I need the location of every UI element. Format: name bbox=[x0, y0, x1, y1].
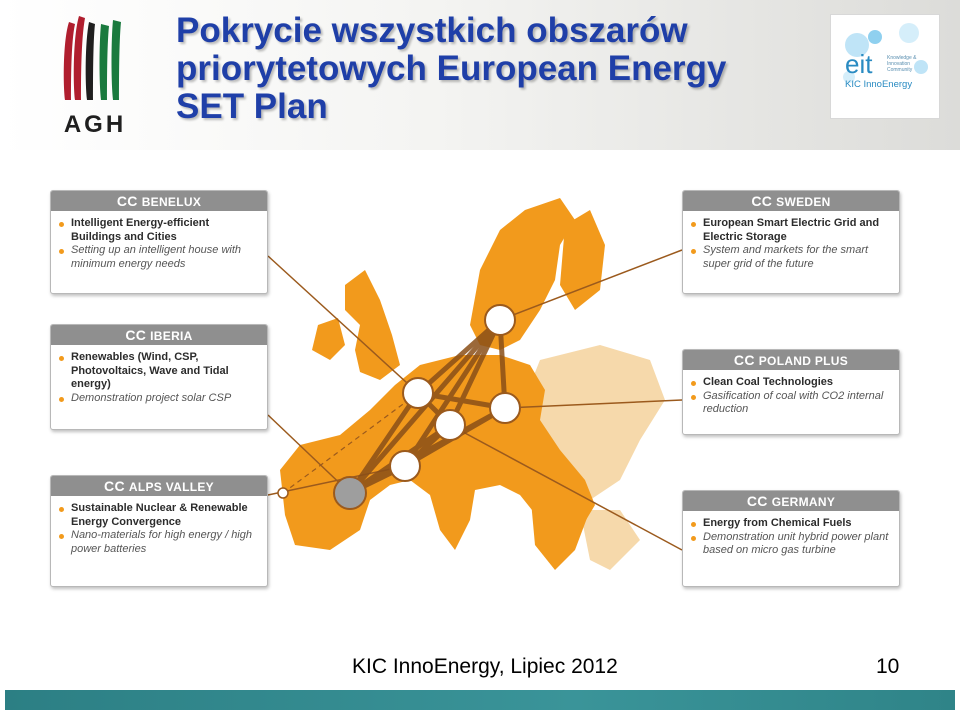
cc-alps-valley-header bbox=[51, 476, 267, 496]
node-iberia bbox=[334, 477, 366, 509]
cc-alps-valley-name: ALPS VALLEY bbox=[128, 480, 214, 494]
cc-germany-name: GERMANY bbox=[771, 495, 836, 509]
agh-logo bbox=[55, 12, 135, 137]
cc-alps-valley-prefix: CC bbox=[104, 478, 125, 494]
cc-germany-prefix: CC bbox=[746, 493, 768, 509]
cc-germany-item-1: Energy from Chemical Fuels bbox=[703, 517, 893, 531]
cc-sweden-item-2: System and markets for the smart super grid of the future bbox=[703, 244, 893, 271]
map-uk bbox=[345, 270, 400, 380]
cc-alps-valley-box bbox=[50, 475, 268, 587]
eit-small-line-2: Innovation bbox=[887, 61, 911, 67]
cc-iberia-item-2: Demonstration project solar CSP bbox=[71, 392, 261, 406]
eit-kic-innoenergy-logo bbox=[830, 14, 940, 119]
cc-poland-plus-item-1: Clean Coal Technologies bbox=[703, 376, 893, 390]
agh-logo-text: AGH bbox=[63, 111, 127, 137]
node-benelux bbox=[403, 378, 433, 408]
node-small bbox=[278, 488, 288, 498]
title-line-3: SET Plan bbox=[176, 87, 328, 126]
eit-small-line-1: Knowledge & bbox=[887, 55, 917, 61]
page-number: 10 bbox=[876, 655, 900, 678]
cc-iberia-prefix: CC bbox=[125, 327, 147, 343]
cc-benelux-item-2: Setting up an intelligent house with minimum energy needs bbox=[71, 244, 261, 271]
cc-poland-plus-item-2: Gasification of coal with CO2 internal reduction bbox=[703, 390, 893, 417]
map-ireland bbox=[312, 318, 345, 360]
cc-iberia-box bbox=[50, 324, 268, 430]
node-sweden bbox=[485, 305, 515, 335]
node-alps-valley bbox=[390, 451, 420, 481]
cc-iberia-header bbox=[51, 325, 267, 345]
cc-germany-box bbox=[682, 490, 900, 587]
cc-germany-header bbox=[683, 491, 899, 511]
cc-poland-plus-box bbox=[682, 349, 900, 435]
cc-sweden-header bbox=[683, 191, 899, 211]
cc-benelux-box bbox=[50, 190, 268, 294]
cc-sweden-prefix: CC bbox=[751, 193, 773, 209]
cc-alps-valley-item-2: Nano-materials for high energy / high power batteries bbox=[71, 529, 261, 556]
cc-alps-valley-item-1: Sustainable Nuclear & Renewable Energy Convergence bbox=[71, 502, 261, 529]
footer-bar bbox=[5, 690, 955, 710]
node-poland bbox=[490, 393, 520, 423]
cc-poland-plus-header bbox=[683, 350, 899, 370]
cc-germany-item-2: Demonstration unit hybrid power plant based on micro gas turbine bbox=[703, 531, 893, 558]
title-line-2: priorytetowych European Energy bbox=[176, 49, 727, 88]
eit-mark: eit bbox=[845, 49, 873, 79]
slide-header bbox=[0, 0, 960, 150]
cc-sweden-item-1: European Smart Electric Grid and Electric Storage bbox=[703, 217, 893, 244]
cc-poland-plus-prefix: CC bbox=[733, 352, 755, 368]
eit-small-line-3: Community bbox=[887, 67, 913, 73]
cc-sweden-name: SWEDEN bbox=[776, 195, 831, 209]
cc-benelux-prefix: CC bbox=[116, 193, 138, 209]
cc-sweden-box bbox=[682, 190, 900, 294]
cc-benelux-name: BENELUX bbox=[141, 195, 202, 209]
cc-benelux-item-1: Intelligent Energy-efficient Buildings and Cities bbox=[71, 217, 261, 244]
cc-poland-plus-name: POLAND PLUS bbox=[758, 354, 849, 368]
cc-iberia-item-1: Renewables (Wind, CSP, Photovoltaics, Wave and Tidal energy) bbox=[71, 351, 261, 392]
slide-title bbox=[176, 12, 806, 126]
eit-brand: KIC InnoEnergy bbox=[845, 79, 913, 90]
cc-iberia-name: IBERIA bbox=[150, 329, 193, 343]
cc-benelux-header bbox=[51, 191, 267, 211]
footer-text: KIC InnoEnergy, Lipiec 2012 bbox=[352, 655, 618, 678]
title-line-1: Pokrycie wszystkich obszarów bbox=[176, 11, 688, 50]
node-germany bbox=[435, 410, 465, 440]
